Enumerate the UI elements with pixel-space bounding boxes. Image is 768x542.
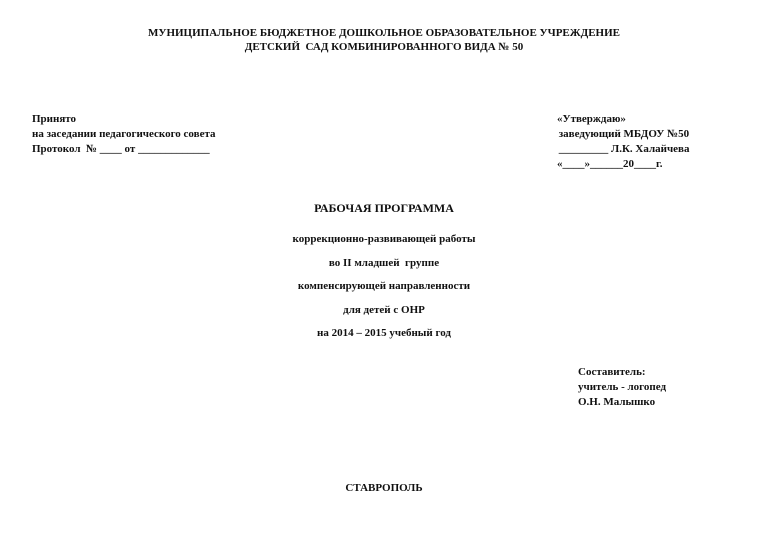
- approved-date: «____»______20____г.: [557, 158, 663, 170]
- institution-name-line-1: МУНИЦИПАЛЬНОЕ БЮДЖЕТНОЕ ДОШКОЛЬНОЕ ОБРАЗОВАТЕЛЬНОЕ УЧРЕЖДЕНИЕ: [147, 27, 620, 39]
- program-group: во II младшей группе: [328, 257, 440, 269]
- program-year: на 2014 – 2015 учебный год: [317, 327, 451, 339]
- author-name: О.Н. Малышко: [578, 396, 656, 408]
- author-position: учитель - логопед: [578, 381, 667, 393]
- city-name: СТАВРОПОЛЬ: [345, 482, 423, 494]
- program-title: РАБОЧАЯ ПРОГРАММА: [314, 201, 454, 215]
- program-audience: для детей с ОНР: [343, 304, 425, 316]
- author-heading: Составитель:: [578, 366, 646, 378]
- approved-signature: _________ Л.К. Халайчева: [556, 143, 690, 155]
- institution-name-line-2: ДЕТСКИЙ САД КОМБИНИРОВАННОГО ВИДА № 50: [244, 41, 524, 53]
- accepted-protocol: Протокол № ____ от _____________: [32, 143, 210, 155]
- approved-heading: «Утверждаю»: [557, 113, 626, 125]
- program-subject: коррекционно-развивающей работы: [292, 233, 476, 245]
- accepted-council: на заседании педагогического совета: [32, 128, 216, 140]
- approved-position: заведующий МБДОУ №50: [556, 128, 690, 140]
- program-orientation: компенсирующей направленности: [297, 280, 471, 292]
- accepted-heading: Принято: [32, 113, 77, 125]
